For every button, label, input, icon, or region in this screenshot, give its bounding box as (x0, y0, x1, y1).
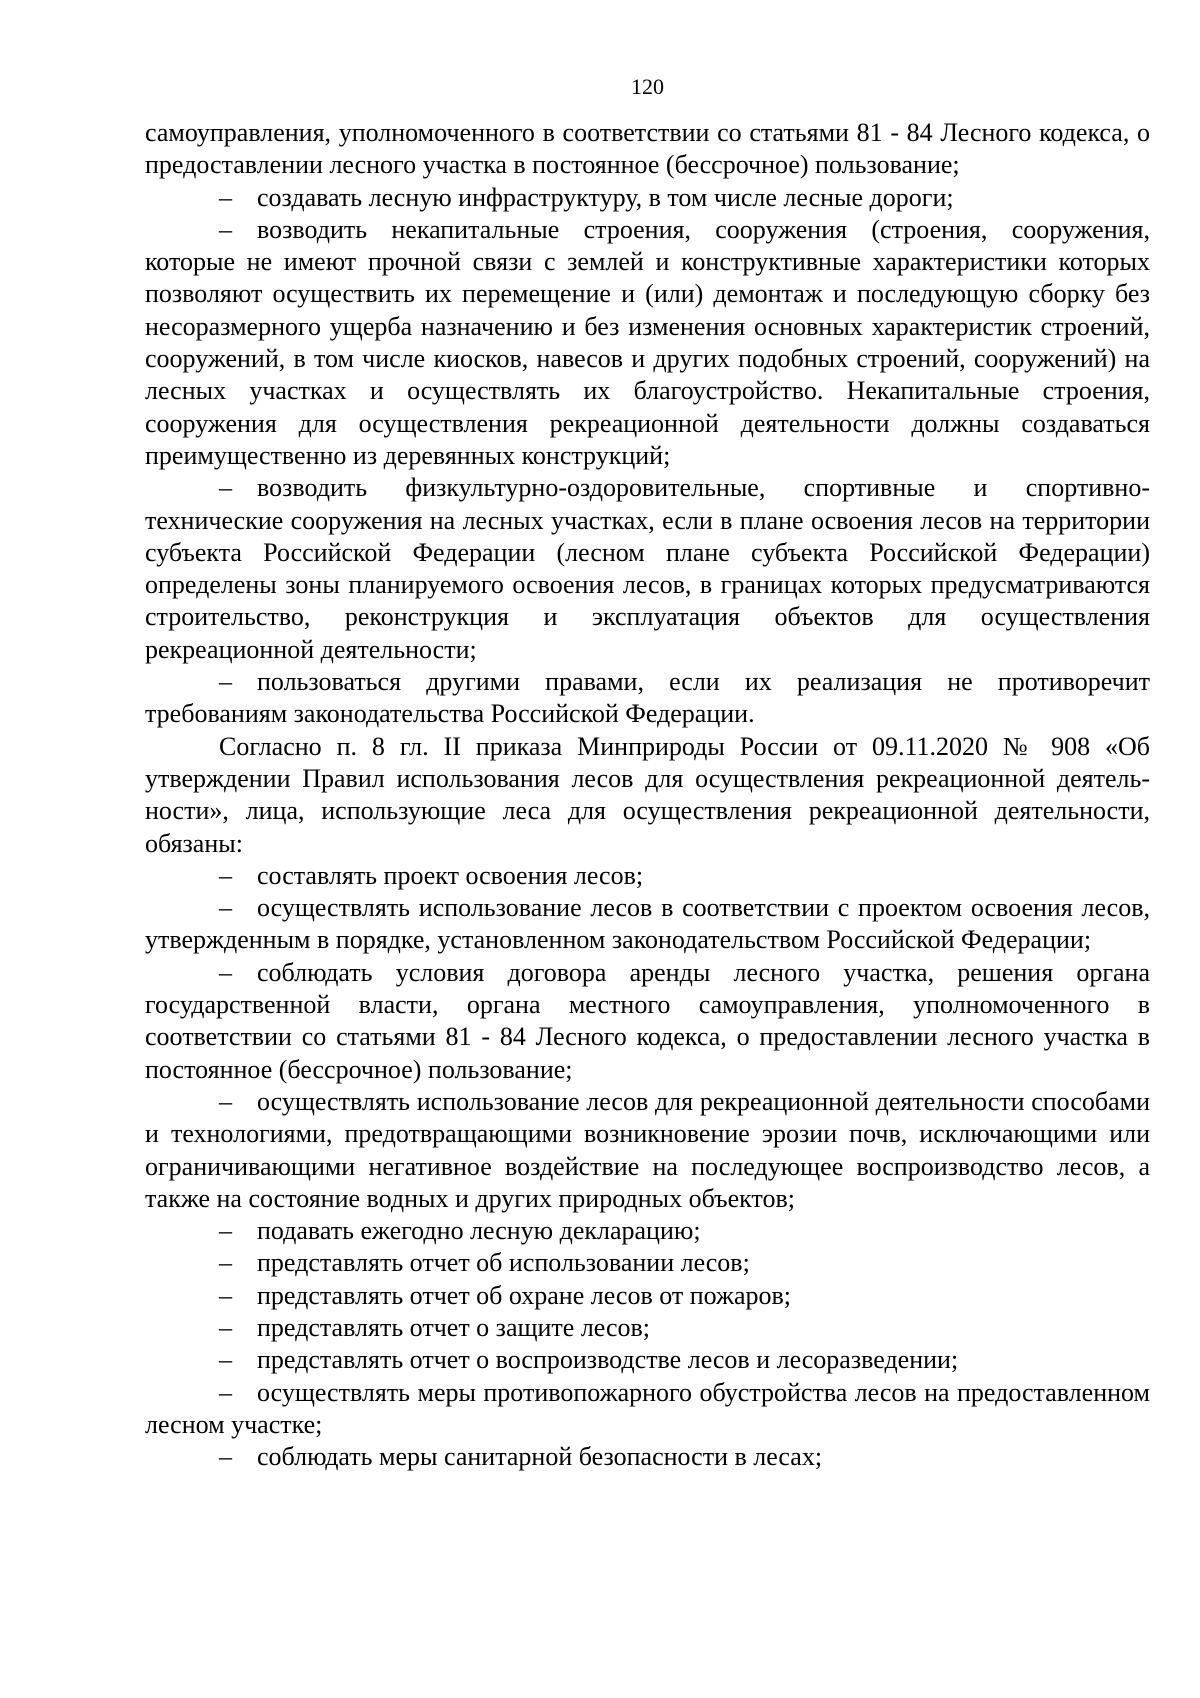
list-item (145, 1344, 1150, 1376)
list-item-text: осуществлять использование лесов в соответствии с проектом освоения лесов, утвержденным в порядке, установленном законодательством Российской Федерации; (145, 893, 1150, 955)
dash-bullet: – (219, 957, 232, 987)
list-item (145, 1086, 1150, 1215)
page-number: 120 (631, 74, 664, 99)
dash-bullet: – (219, 1086, 232, 1116)
list-item (145, 957, 1150, 1086)
list-item-text: составлять проект освоения лесов; (257, 860, 644, 890)
dash-bullet: – (219, 1345, 232, 1375)
list-item-text: соблюдать меры санитарной безопасности в лесах; (257, 1442, 823, 1472)
list-item-text: возводить физкультурно-оздоровительные, спортивные и спортивно-технические сооружения на лесных участках, если в плане освоения лесов на территории субъекта Российской Федерации (лесном плане субъекта Российской Федерации) определены зоны планируемого освоения лесов, в границах которых предусматриваются строительство, реконструкция и эксплуатация объектов для осуществления рекреационной деятельности; (145, 473, 1150, 664)
list-item (145, 1280, 1150, 1312)
dash-bullet: – (219, 214, 232, 244)
list-item-text: пользоваться другими правами, если их реализация не противоречит требованиям законодательства Российской Федерации. (145, 667, 1150, 729)
list-item (145, 666, 1150, 731)
list-item-text: соблюдать условия договора аренды лесного участка, решения органа государственной власти, органа местного самоуправления, уполномоченного в соответствии со статьями 81 - 84 Лесного кодекса, о предоставлении лесного участка в постоянное (бессрочное) пользование; (145, 957, 1150, 1084)
dash-bullet: – (219, 1280, 232, 1310)
dash-bullet: – (219, 1248, 232, 1278)
dash-bullet: – (219, 667, 232, 697)
dash-bullet: – (219, 1377, 232, 1407)
list-item (145, 1441, 1150, 1473)
dash-bullet: – (219, 1216, 232, 1246)
list-item (145, 472, 1150, 666)
list-item-text: представлять отчет о воспроизводстве лесов и лесоразведении; (257, 1345, 959, 1375)
list-item (145, 1377, 1150, 1442)
list-item-text: осуществлять меры противопожарного обустройства лесов на предоставленном лесном участке; (145, 1377, 1150, 1439)
dash-bullet: – (219, 893, 232, 923)
dash-bullet: – (219, 1312, 232, 1342)
paragraph-text: Согласно п. 8 гл. II приказа Минприроды России от 09.11.2020 № 908 «Об утверждении Правил использования лесов для осуществления рекреационной деятель-ности», лица, использующие леса для осуществления рекреационной деятельности, обязаны: (145, 731, 1150, 858)
dash-bullet: – (219, 1442, 232, 1472)
list-item-text: представлять отчет об использовании лесов; (257, 1248, 750, 1278)
list-item-text: осуществлять использование лесов для рекреационной деятельности способами и технологиями, предотвращающими возникновение эрозии почв, исключающими или ограничивающими негативное воздействие на последующее воспроизводство лесов, а также на состояние водных и других природных объектов; (145, 1086, 1150, 1213)
list-item-text: возводить некапитальные строения, сооружения (строения, сооружения, которые не имеют прочной связи с землей и конструктивные характеристики которых позволяют осуществить их перемещение и (или) демонтаж и последующую сборку без несоразмерного ущерба назначению и без изменения основных характеристик строений, сооружений, в том числе киосков, навесов и других подобных строений, сооружений) на лесных участках и осуществлять их благоустройство. Некапитальные строения, сооружения для осуществления рекреационной деятельности должны создаваться преимущественно из деревянных конструкций; (145, 214, 1150, 470)
paragraph (145, 731, 1150, 860)
dash-bullet: – (219, 860, 232, 890)
list-item (145, 892, 1150, 957)
list-item-text: представлять отчет о защите лесов; (257, 1312, 651, 1342)
document-body (145, 117, 1150, 1473)
list-item-text: представлять отчет об охране лесов от пожаров; (257, 1280, 792, 1310)
paragraph-continuation (145, 117, 1150, 182)
list-item (145, 1215, 1150, 1247)
list-item-text: подавать ежегодно лесную декларацию; (257, 1216, 701, 1246)
dash-bullet: – (219, 182, 232, 212)
list-item (145, 1247, 1150, 1279)
list-item (145, 182, 1150, 214)
paragraph-text: самоуправления, уполномоченного в соответствии со статьями 81 - 84 Лесного кодекса, о предоставлении лесного участка в постоянное (бессрочное) пользование; (145, 118, 1150, 180)
list-item (145, 214, 1150, 472)
dash-bullet: – (219, 473, 232, 503)
list-item (145, 860, 1150, 892)
list-item-text: создавать лесную инфраструктуру, в том числе лесные дороги; (257, 182, 954, 212)
list-item (145, 1312, 1150, 1344)
